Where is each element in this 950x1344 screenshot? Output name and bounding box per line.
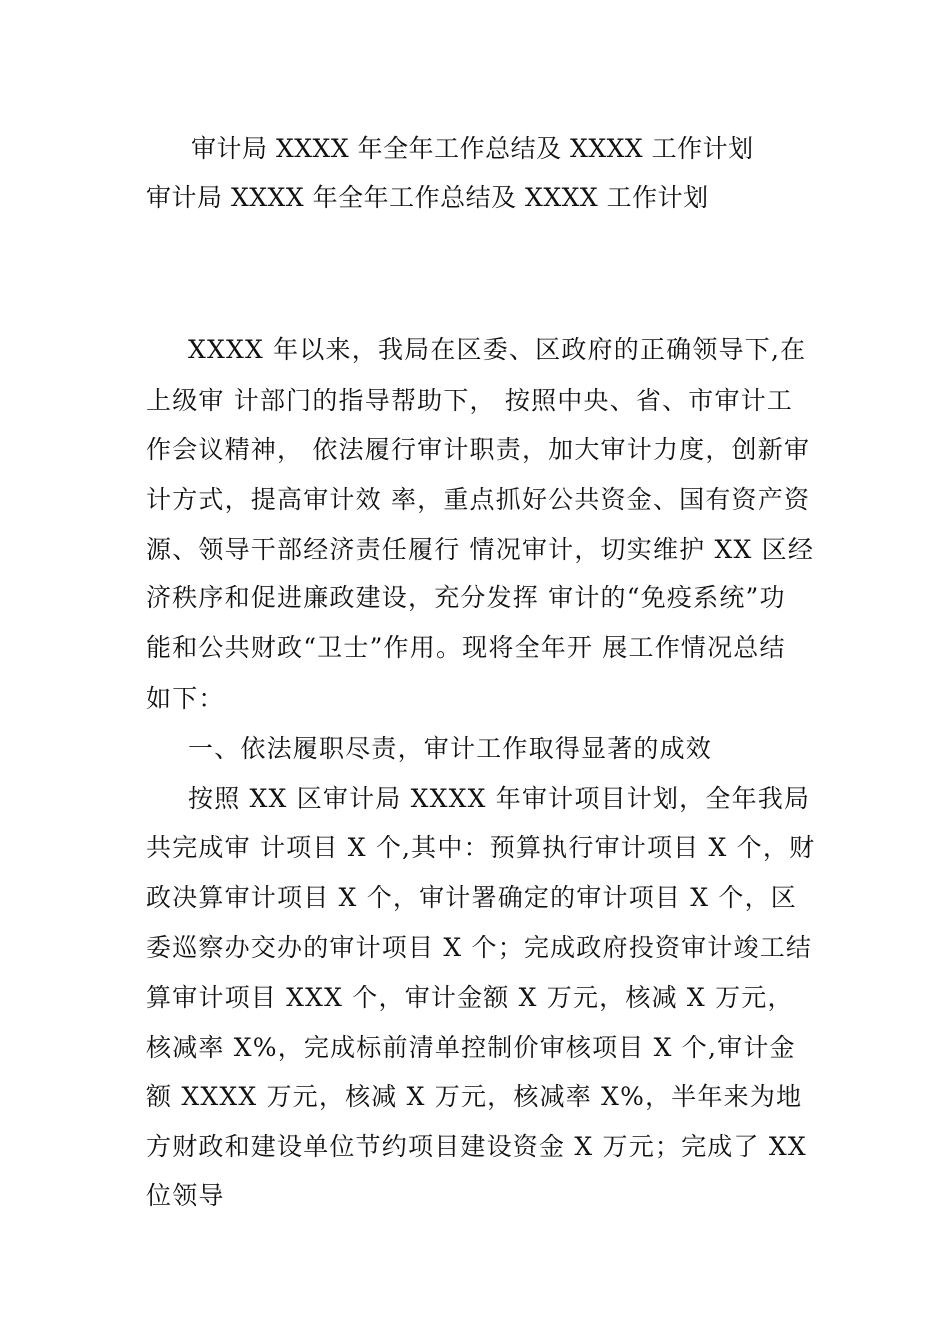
paragraph-line: 共完成审 计项目 X 个,其中：预算执行审计项目 X 个，财 [146, 833, 816, 862]
paragraph-line: 政决算审计项目 X 个，审计署确定的审计项目 X 个，区 [146, 883, 797, 912]
paragraph-line: XXXX 年以来，我局在区委、区政府的正确领导下,在 [188, 335, 807, 364]
document-title-repeat: 审计局 XXXX 年全年工作总结及 XXXX 工作计划 [146, 183, 709, 212]
paragraph-line: 委巡察办交办的审计项目 X 个；完成政府投资审计竣工结 [146, 933, 813, 962]
paragraph-line: 核减率 X%，完成标前清单控制价审核项目 X 个,审计金 [146, 1033, 796, 1062]
paragraph-line: 能和公共财政“卫士”作用。现将全年开 展工作情况总结 [146, 633, 786, 662]
paragraph-line: 额 XXXX 万元，核减 X 万元，核减率 X%，半年来为地 [146, 1082, 803, 1111]
paragraph-line: 位领导 [146, 1181, 225, 1210]
paragraph-line: 算审计项目 XXX 个，审计金额 X 万元，核减 X 万元， [146, 983, 794, 1012]
paragraph-line: 源、领导干部经济责任履行 情况审计，切实维护 XX 区经 [146, 535, 815, 564]
paragraph-line: 如下： [146, 684, 225, 713]
paragraph-line: 方财政和建设单位节约项目建设资金 X 万元；完成了 XX [146, 1132, 807, 1161]
paragraph-line: 济秩序和促进廉政建设，充分发挥 审计的“免疫系统”功 [146, 583, 786, 612]
paragraph-line: 作会议精神， 依法履行审计职责，加大审计力度，创新审 [146, 435, 811, 464]
paragraph-line: 按照 XX 区审计局 XXXX 年审计项目计划，全年我局 [188, 784, 811, 813]
paragraph-line: 上级审 计部门的指导帮助下， 按照中央、省、市审计工 [146, 386, 794, 415]
paragraph-line: 计方式，提高审计效 率，重点抓好公共资金、国有资产资 [146, 485, 811, 514]
section-heading: 一、依法履职尽责，审计工作取得显著的成效 [188, 734, 713, 763]
document-title: 审计局 XXXX 年全年工作总结及 XXXX 工作计划 [191, 134, 754, 163]
